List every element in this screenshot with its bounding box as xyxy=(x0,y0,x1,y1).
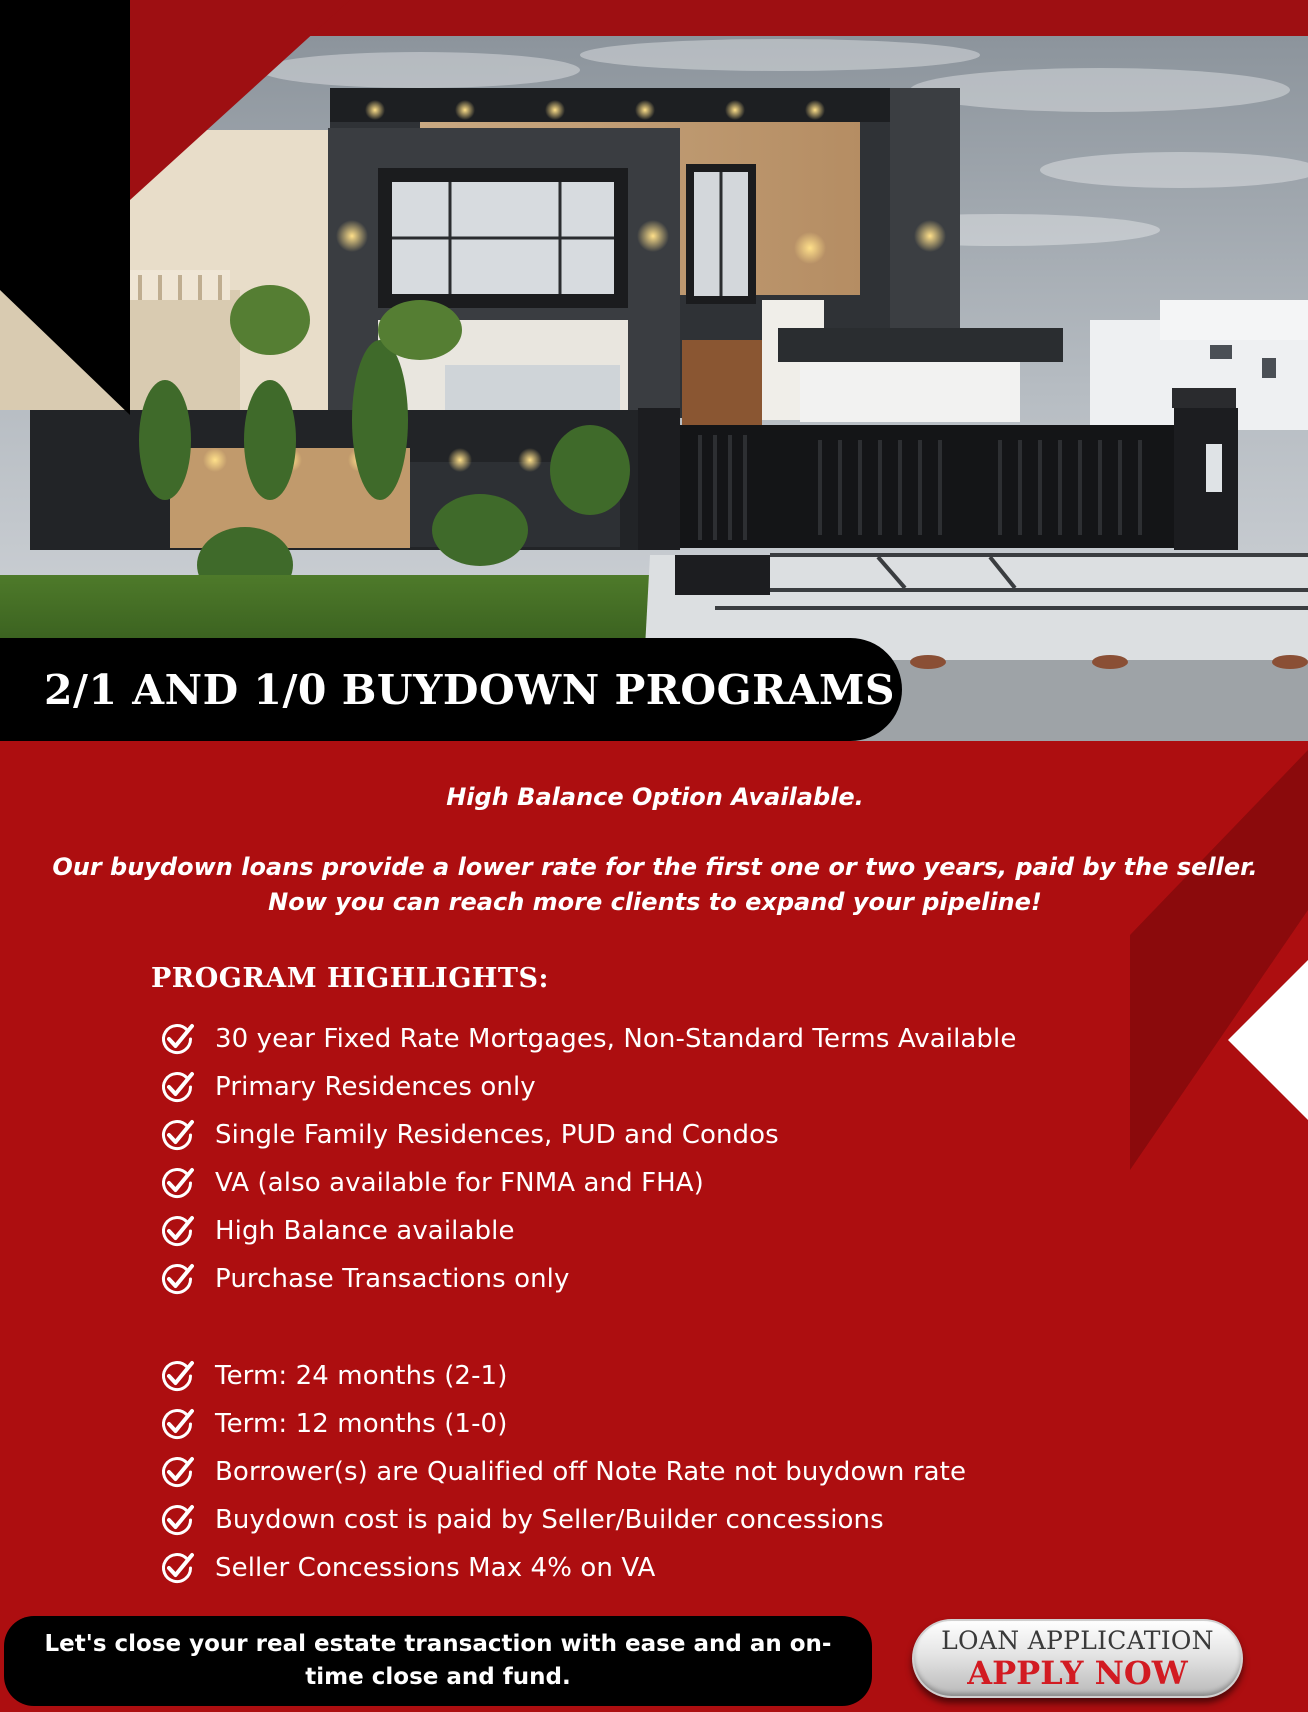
subtitle-text: High Balance Option Available. xyxy=(446,783,864,811)
check-circle-icon xyxy=(160,1262,194,1296)
check-circle-icon xyxy=(160,1407,194,1441)
highlight-item xyxy=(160,1400,966,1448)
highlight-item xyxy=(160,1352,966,1400)
highlight-item xyxy=(160,1111,1016,1159)
page-title: 2/1 AND 1/0 BUYDOWN PROGRAMS xyxy=(44,665,895,714)
highlight-item xyxy=(160,1063,1016,1111)
footer-banner xyxy=(4,1616,872,1706)
highlight-item-text: Purchase Transactions only xyxy=(215,1264,570,1294)
highlight-item-text: Primary Residences only xyxy=(215,1072,536,1102)
check-circle-icon xyxy=(160,1214,194,1248)
photo-frame xyxy=(0,36,1308,741)
highlight-item-text: Term: 12 months (1-0) xyxy=(215,1409,508,1439)
hero-section xyxy=(0,0,1308,741)
highlight-item-text: Seller Concessions Max 4% on VA xyxy=(215,1553,656,1583)
highlight-item xyxy=(160,1544,966,1592)
apply-now-label: APPLY NOW xyxy=(967,1653,1188,1692)
highlight-item-text: 30 year Fixed Rate Mortgages, Non-Standard Terms Available xyxy=(215,1024,1017,1054)
highlight-item-text: Buydown cost is paid by Seller/Builder concessions xyxy=(215,1505,884,1535)
check-circle-icon xyxy=(160,1166,194,1200)
highlight-item-text: Single Family Residences, PUD and Condos xyxy=(215,1120,779,1150)
description-text: Our buydown loans provide a lower rate for the first one or two years, paid by the seller. Now you can reach more clients to expand your pipeline! xyxy=(52,853,1258,916)
highlight-item-text: Borrower(s) are Qualified off Note Rate not buydown rate xyxy=(215,1457,967,1487)
check-circle-icon xyxy=(160,1455,194,1489)
check-circle-icon xyxy=(160,1070,194,1104)
highlight-item xyxy=(160,1159,1016,1207)
highlight-item-text: VA (also available for FNMA and FHA) xyxy=(215,1168,704,1198)
loan-application-label: LOAN APPLICATION xyxy=(941,1625,1214,1655)
check-circle-icon xyxy=(160,1359,194,1393)
highlights-list-terms xyxy=(160,1352,966,1592)
highlight-item xyxy=(160,1255,1016,1303)
highlights-heading: PROGRAM HIGHLIGHTS: xyxy=(151,963,549,994)
highlight-item xyxy=(160,1207,1016,1255)
highlight-item xyxy=(160,1496,966,1544)
highlight-item xyxy=(160,1448,966,1496)
footer-message: Let's close your real estate transaction with ease and an on-time close and fund. xyxy=(44,1631,832,1690)
apply-now-button[interactable] xyxy=(912,1619,1243,1698)
check-circle-icon xyxy=(160,1118,194,1152)
highlight-item-text: Term: 24 months (2-1) xyxy=(215,1361,508,1391)
check-circle-icon xyxy=(160,1551,194,1585)
title-banner xyxy=(0,638,902,741)
house-photo xyxy=(0,0,1308,741)
highlight-item xyxy=(160,1015,1016,1063)
highlight-item-text: High Balance available xyxy=(215,1216,515,1246)
check-circle-icon xyxy=(160,1503,194,1537)
highlights-list-primary xyxy=(160,1015,1016,1303)
check-circle-icon xyxy=(160,1022,194,1056)
